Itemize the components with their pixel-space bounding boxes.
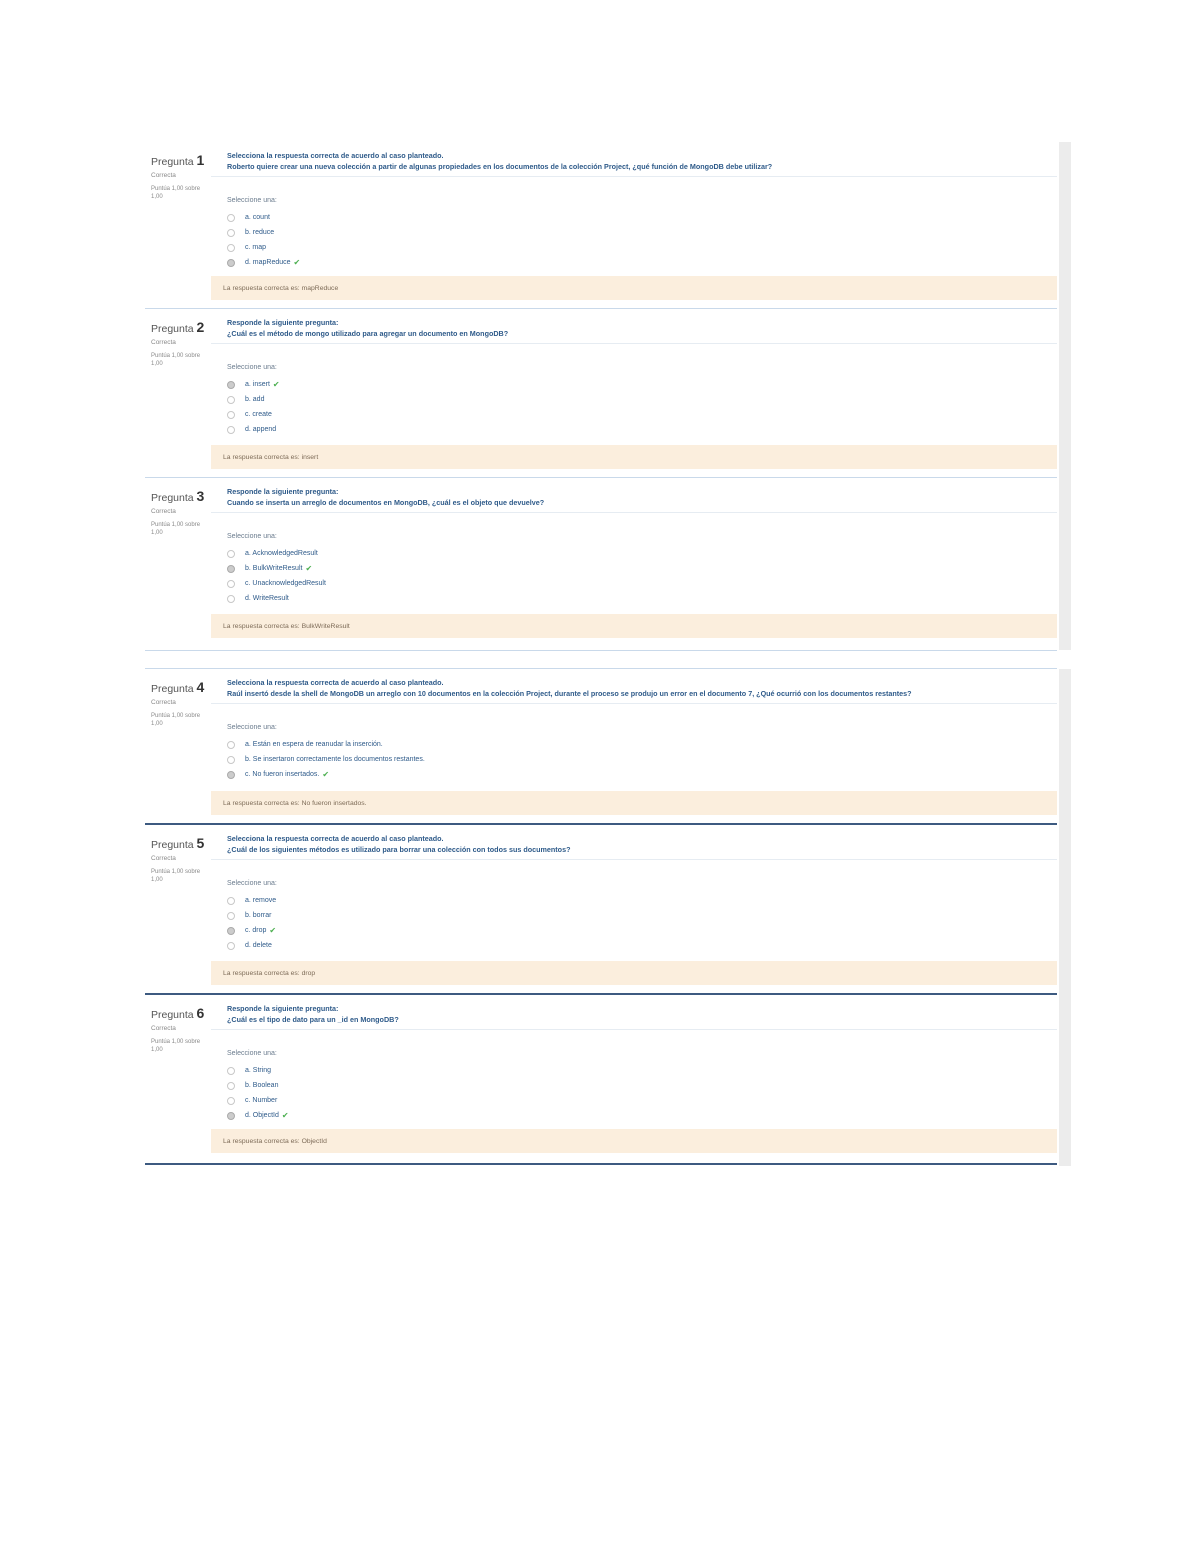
- check-icon: ✔: [272, 380, 280, 389]
- question-4: [145, 669, 1057, 825]
- question-6: [145, 995, 1057, 1165]
- answer-option[interactable]: d. WriteResult: [227, 591, 1041, 606]
- radio-icon[interactable]: [227, 595, 235, 603]
- feedback-box: La respuesta correcta es: drop: [211, 961, 1057, 985]
- radio-icon[interactable]: [227, 912, 235, 920]
- radio-icon[interactable]: [227, 259, 235, 267]
- answer-area: [211, 704, 1057, 782]
- radio-icon[interactable]: [227, 411, 235, 419]
- radio-icon[interactable]: [227, 1097, 235, 1105]
- question-1: [145, 142, 1057, 309]
- question-number: Pregunta 6: [151, 1005, 205, 1021]
- question-text: Selecciona la respuesta correcta de acuerdo al caso planteado. ¿Cuál de los siguientes métodos es utilizado para borrar una colección con todos sus documentos?: [211, 825, 1057, 860]
- answer-option[interactable]: d. append: [227, 422, 1041, 437]
- question-content: [211, 309, 1057, 477]
- radio-icon[interactable]: [227, 1067, 235, 1075]
- question-info: [151, 152, 209, 201]
- question-state: Correcta: [151, 699, 176, 706]
- question-text: Responde la siguiente pregunta: ¿Cuál es el tipo de dato para un _id en MongoDB?: [211, 995, 1057, 1030]
- answer-prompt: Seleccione una:: [227, 197, 277, 204]
- page-scroll-shadow: [1059, 142, 1071, 650]
- feedback-box: La respuesta correcta es: ObjectId: [211, 1129, 1057, 1153]
- question-3: [145, 478, 1057, 651]
- question-grade: Puntúa 1,00 sobre 1,00: [151, 1039, 201, 1053]
- question-content: [211, 478, 1057, 650]
- answer-option[interactable]: c. map: [227, 240, 1041, 255]
- radio-icon[interactable]: [227, 565, 235, 573]
- answer-option[interactable]: c. create: [227, 407, 1041, 422]
- answer-option-selected[interactable]: c. No fueron insertados. ✔: [227, 767, 1041, 782]
- question-content: [211, 995, 1057, 1163]
- radio-icon[interactable]: [227, 396, 235, 404]
- radio-icon[interactable]: [227, 771, 235, 779]
- question-state: Correcta: [151, 855, 176, 862]
- answer-option[interactable]: a. remove: [227, 893, 1041, 908]
- radio-icon[interactable]: [227, 550, 235, 558]
- answer-option[interactable]: a. count: [227, 210, 1041, 225]
- feedback-box: La respuesta correcta es: insert: [211, 445, 1057, 469]
- answer-option-selected[interactable]: d. ObjectId ✔: [227, 1108, 1041, 1123]
- answer-area: [211, 513, 1057, 606]
- answer-option-selected[interactable]: b. BulkWriteResult ✔: [227, 561, 1041, 576]
- radio-icon[interactable]: [227, 381, 235, 389]
- question-state: Correcta: [151, 508, 176, 515]
- answer-area: [211, 860, 1057, 953]
- answer-option[interactable]: c. Number: [227, 1093, 1041, 1108]
- answer-option[interactable]: b. reduce: [227, 225, 1041, 240]
- question-grade: Puntúa 1,00 sobre 1,00: [151, 713, 201, 727]
- radio-icon[interactable]: [227, 214, 235, 222]
- answer-prompt: Seleccione una:: [227, 880, 277, 887]
- question-grade: Puntúa 1,00 sobre 1,00: [151, 522, 201, 536]
- answer-option[interactable]: b. Se insertaron correctamente los documentos restantes.: [227, 752, 1041, 767]
- question-grade: Puntúa 1,00 sobre 1,00: [151, 353, 201, 367]
- question-text: Responde la siguiente pregunta: ¿Cuál es el método de mongo utilizado para agregar un documento en MongoDB?: [211, 309, 1057, 344]
- quiz-page-top: [145, 142, 1057, 650]
- question-info: [151, 319, 209, 368]
- question-5: [145, 825, 1057, 995]
- radio-icon[interactable]: [227, 927, 235, 935]
- radio-icon[interactable]: [227, 756, 235, 764]
- question-number: Pregunta 4: [151, 679, 205, 695]
- answer-area: [211, 1030, 1057, 1123]
- check-icon: ✔: [269, 926, 277, 935]
- answer-option[interactable]: b. Boolean: [227, 1078, 1041, 1093]
- question-grade: Puntúa 1,00 sobre 1,00: [151, 186, 201, 200]
- check-icon: ✔: [322, 770, 330, 779]
- answer-option-selected[interactable]: c. drop ✔: [227, 923, 1041, 938]
- question-number: Pregunta 3: [151, 488, 205, 504]
- radio-icon[interactable]: [227, 942, 235, 950]
- radio-icon[interactable]: [227, 1112, 235, 1120]
- answer-area: [211, 177, 1057, 270]
- check-icon: ✔: [281, 1111, 289, 1120]
- question-number: Pregunta 2: [151, 319, 205, 335]
- answer-option-selected[interactable]: d. mapReduce ✔: [227, 255, 1041, 270]
- question-state: Correcta: [151, 1025, 176, 1032]
- question-info: [151, 679, 209, 728]
- radio-icon[interactable]: [227, 741, 235, 749]
- radio-icon[interactable]: [227, 229, 235, 237]
- question-content: [211, 825, 1057, 993]
- quiz-page-bottom: [145, 668, 1057, 1166]
- question-info: [151, 488, 209, 537]
- question-content: [211, 142, 1057, 308]
- answer-option[interactable]: c. UnacknowledgedResult: [227, 576, 1041, 591]
- feedback-box: La respuesta correcta es: No fueron insertados.: [211, 791, 1057, 815]
- question-text: Selecciona la respuesta correcta de acuerdo al caso planteado. Raúl insertó desde la shell de MongoDB un arreglo con 10 documentos en la colección Project, durante el proceso se produjo un error en el documento 7, ¿Qué ocurrió con los documentos restantes?: [211, 669, 1057, 704]
- answer-option[interactable]: b. add: [227, 392, 1041, 407]
- answer-option-selected[interactable]: a. insert ✔: [227, 377, 1041, 392]
- radio-icon[interactable]: [227, 1082, 235, 1090]
- question-number: Pregunta 5: [151, 835, 205, 851]
- radio-icon[interactable]: [227, 426, 235, 434]
- question-text: Responde la siguiente pregunta: Cuando se inserta un arreglo de documentos en MongoDB, ¿cuál es el objeto que devuelve?: [211, 478, 1057, 513]
- answer-option[interactable]: a. Están en espera de reanudar la inserción.: [227, 737, 1041, 752]
- question-2: [145, 309, 1057, 478]
- feedback-box: La respuesta correcta es: mapReduce: [211, 276, 1057, 300]
- answer-prompt: Seleccione una:: [227, 1050, 277, 1057]
- answer-prompt: Seleccione una:: [227, 724, 277, 731]
- answer-prompt: Seleccione una:: [227, 364, 277, 371]
- check-icon: ✔: [305, 564, 313, 573]
- radio-icon[interactable]: [227, 897, 235, 905]
- question-text: Selecciona la respuesta correcta de acuerdo al caso planteado. Roberto quiere crear una nueva colección a partir de algunas propiedades en los documentos de la colección Project, ¿qué función de MongoDB debe utilizar?: [211, 142, 1057, 177]
- answer-option[interactable]: b. borrar: [227, 908, 1041, 923]
- answer-option[interactable]: d. delete: [227, 938, 1041, 953]
- question-state: Correcta: [151, 339, 176, 346]
- question-grade: Puntúa 1,00 sobre 1,00: [151, 869, 201, 883]
- question-info: [151, 1005, 209, 1054]
- answer-option[interactable]: a. String: [227, 1063, 1041, 1078]
- answer-prompt: Seleccione una:: [227, 533, 277, 540]
- feedback-box: La respuesta correcta es: BulkWriteResult: [211, 614, 1057, 638]
- answer-option[interactable]: a. AcknowledgedResult: [227, 546, 1041, 561]
- question-state: Correcta: [151, 172, 176, 179]
- question-content: [211, 669, 1057, 823]
- check-icon: ✔: [293, 258, 301, 267]
- answer-area: [211, 344, 1057, 437]
- radio-icon[interactable]: [227, 580, 235, 588]
- radio-icon[interactable]: [227, 244, 235, 252]
- question-info: [151, 835, 209, 884]
- question-number: Pregunta 1: [151, 152, 205, 168]
- page-scroll-shadow: [1059, 669, 1071, 1166]
